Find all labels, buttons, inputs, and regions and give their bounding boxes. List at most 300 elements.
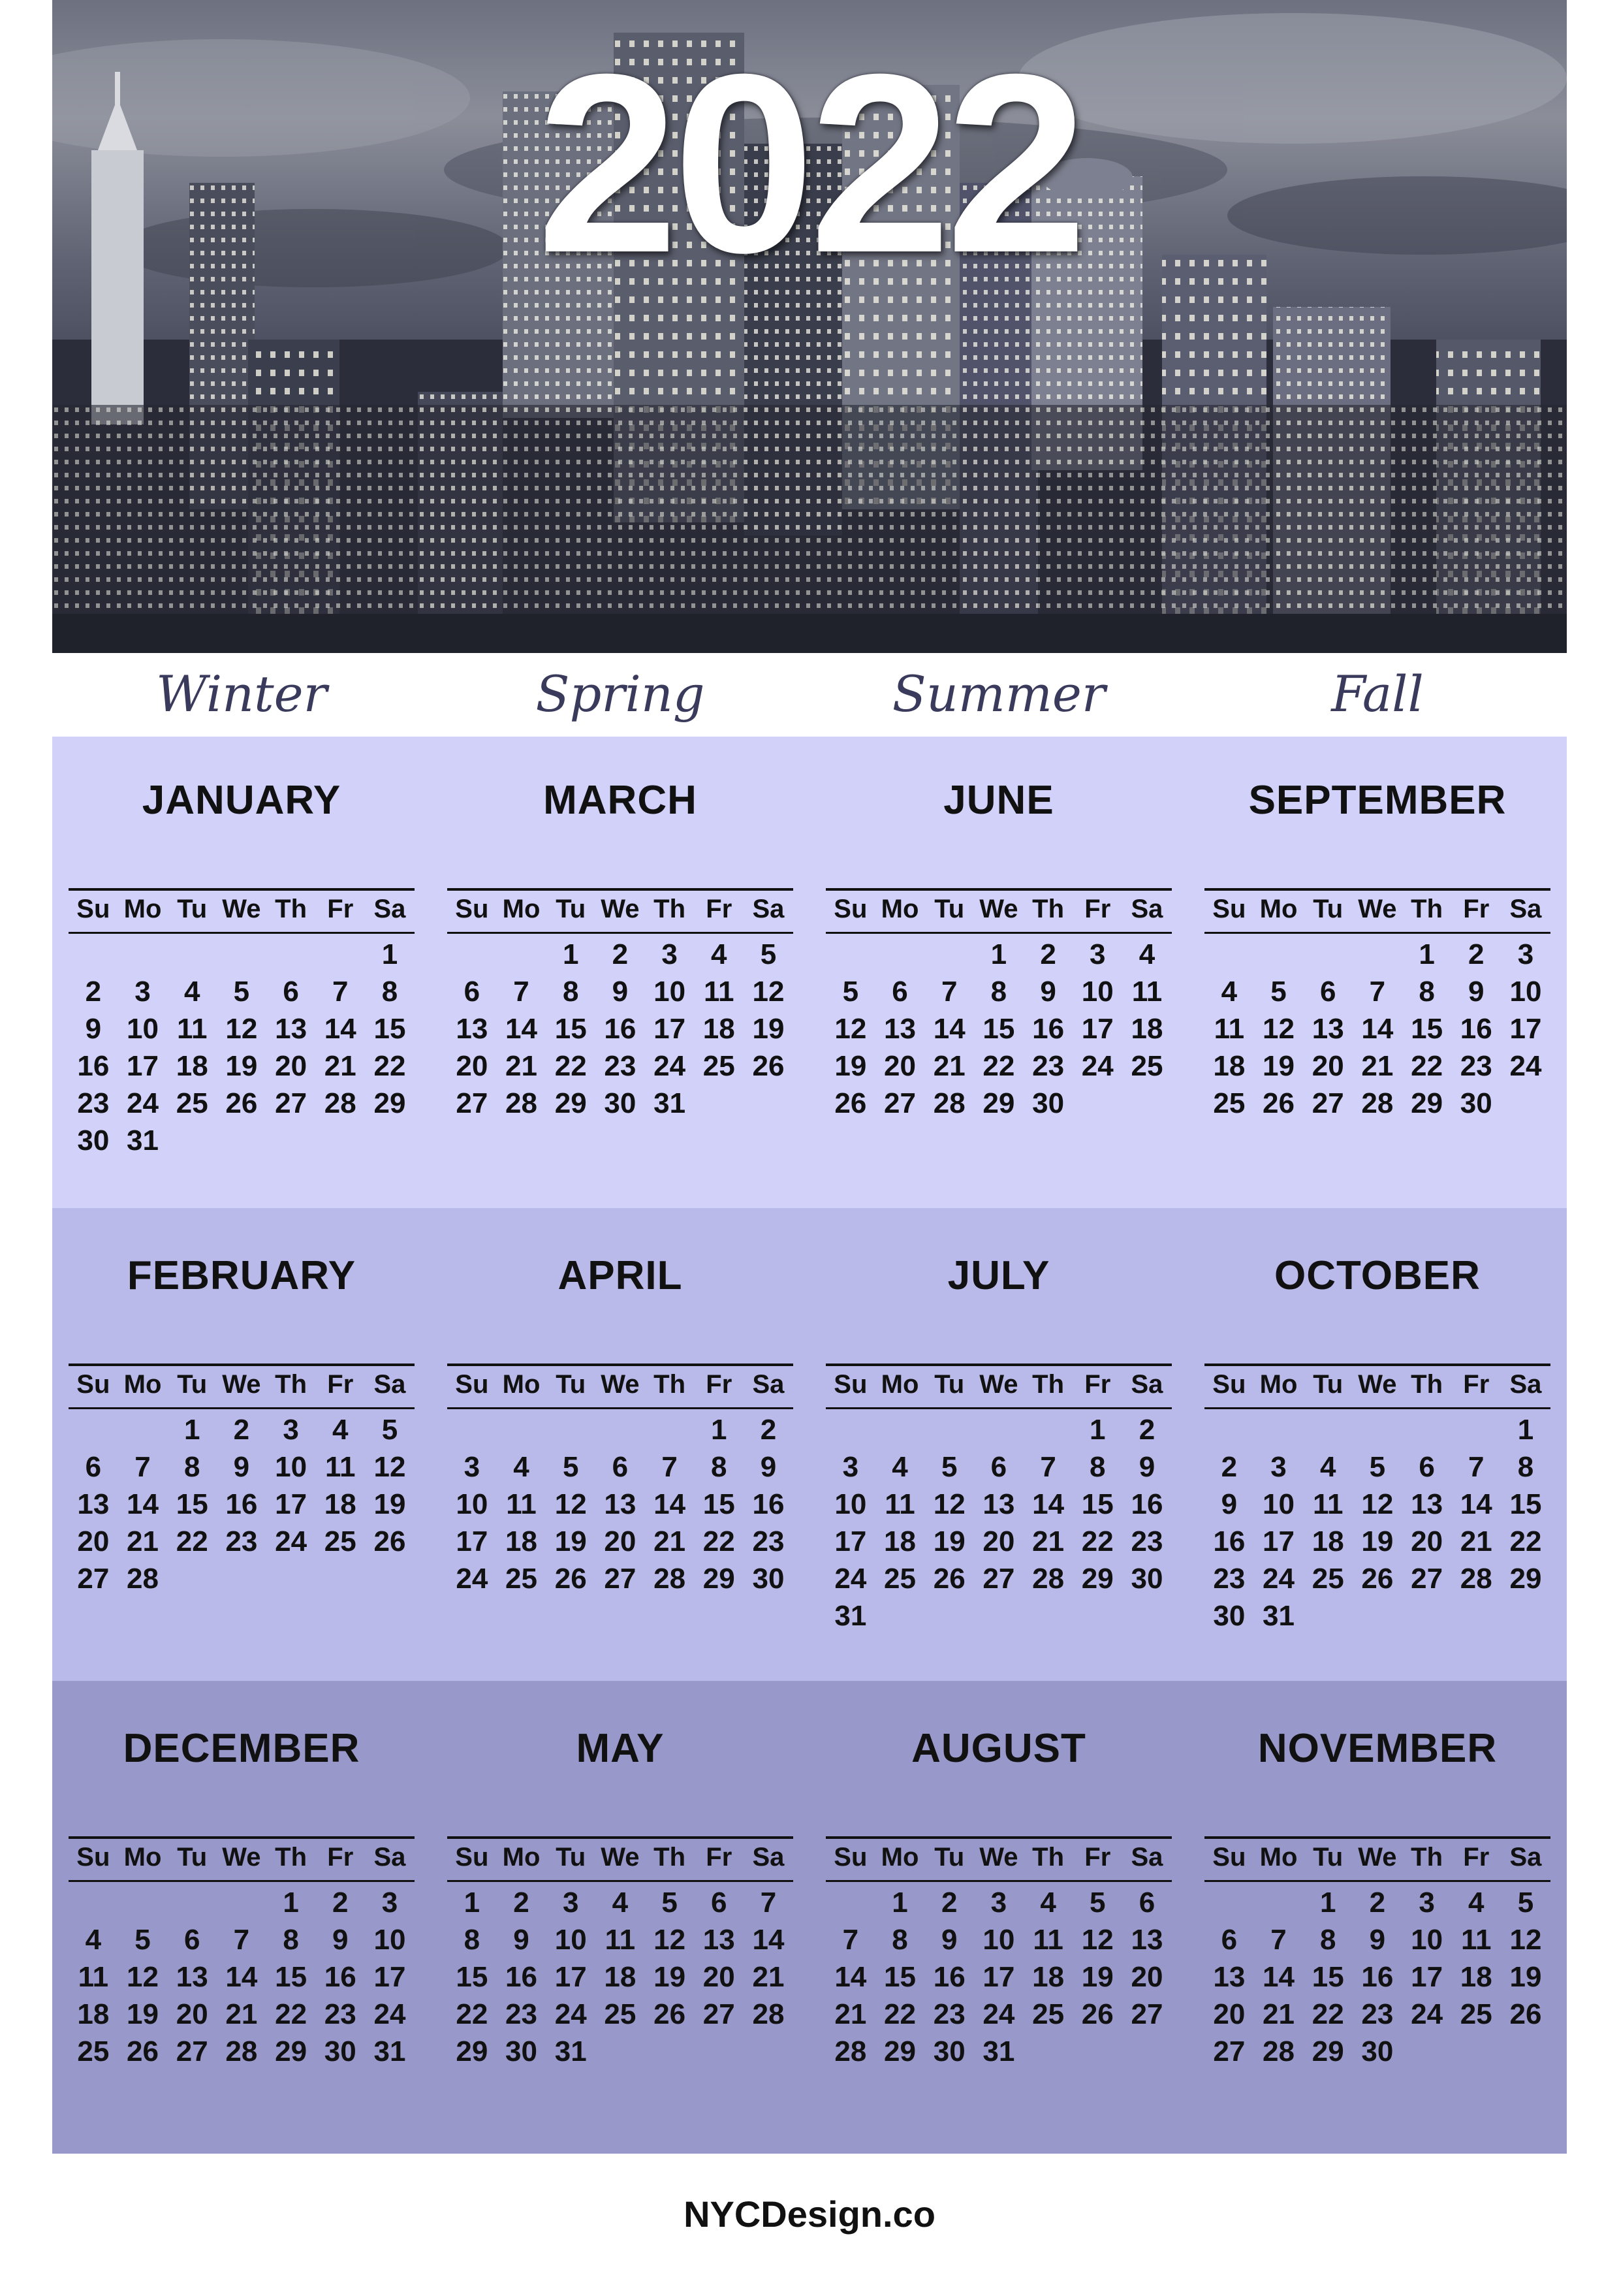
day-cell — [1254, 938, 1304, 971]
week-row — [447, 1488, 793, 1521]
day-cell: 16 — [752, 1488, 785, 1520]
day-cell: 28 — [834, 2035, 867, 2067]
day-cell: 11 — [1131, 976, 1163, 1008]
month-rule — [1204, 1363, 1550, 1366]
day-cell — [1122, 2035, 1172, 2068]
month-name: FEBRUARY — [127, 1253, 356, 1298]
day-cell: 20 — [604, 1525, 637, 1557]
day-cell — [1501, 2035, 1550, 2068]
day-cell: 21 — [1263, 1998, 1295, 2030]
day-cell: 8 — [1090, 1451, 1106, 1483]
day-cell: 11 — [506, 1488, 537, 1520]
day-cell: 27 — [456, 1087, 488, 1119]
day-cell: 18 — [1032, 1961, 1065, 1993]
day-cell: 5 — [233, 976, 250, 1008]
weekday-label: Su — [455, 1843, 489, 1872]
day-cell: 21 — [225, 1998, 258, 2030]
day-cell: 23 — [324, 1998, 356, 2030]
day-cell: 11 — [1033, 1924, 1063, 1956]
week-row — [69, 1998, 415, 2031]
day-cell: 4 — [612, 1887, 629, 1919]
day-cell — [875, 1414, 925, 1446]
day-cell: 14 — [127, 1488, 159, 1520]
day-cell — [266, 1124, 316, 1157]
day-cell — [497, 1414, 546, 1446]
day-cell — [546, 1414, 595, 1446]
day-cell: 3 — [1270, 1451, 1287, 1483]
day-cell: 25 — [77, 2035, 110, 2067]
day-cell: 4 — [332, 1414, 349, 1446]
day-cell: 8 — [711, 1451, 727, 1483]
day-cell: 18 — [1213, 1050, 1246, 1082]
day-cell: 17 — [1081, 1013, 1114, 1045]
weekday-label: Tu — [934, 1843, 965, 1872]
day-cell: 9 — [760, 1451, 777, 1483]
day-cell: 19 — [1263, 1050, 1295, 1082]
day-cell: 29 — [554, 1087, 587, 1119]
month-february — [69, 1252, 415, 1644]
day-cell — [1451, 1414, 1501, 1446]
day-cell: 22 — [1411, 1050, 1443, 1082]
day-cell — [217, 1887, 266, 1919]
week-row — [826, 1563, 1172, 1595]
day-cell: 4 — [183, 976, 200, 1008]
day-cell: 22 — [176, 1525, 208, 1557]
day-cell — [167, 938, 217, 971]
day-cell: 1 — [1319, 1887, 1336, 1919]
weekday-label: Fr — [327, 895, 354, 923]
week-row — [69, 1087, 415, 1120]
day-cell: 13 — [884, 1013, 916, 1045]
day-cell — [875, 1600, 925, 1633]
season-fall: Fall — [1331, 665, 1424, 723]
day-cell: 25 — [1312, 1563, 1344, 1595]
day-cell: 7 — [134, 1451, 151, 1483]
day-cell: 22 — [275, 1998, 307, 2030]
day-cell — [118, 1414, 168, 1446]
weekday-label: Su — [834, 895, 868, 923]
weekday-rule — [1204, 1880, 1550, 1882]
weekday-label: Mo — [123, 1843, 162, 1872]
weekday-rule — [447, 932, 793, 934]
weekday-label: Fr — [706, 1843, 732, 1872]
day-cell: 5 — [1517, 1887, 1534, 1919]
day-cell: 3 — [134, 976, 151, 1008]
week-row — [69, 1961, 415, 1994]
day-cell: 14 — [752, 1924, 785, 1956]
day-cell: 3 — [283, 1414, 299, 1446]
day-cell: 28 — [752, 1998, 785, 2030]
day-cell: 7 — [1040, 1451, 1056, 1483]
weekday-label: Tu — [556, 895, 586, 923]
weekday-label: Tu — [177, 1843, 208, 1872]
weekday-label: Th — [653, 1843, 686, 1872]
day-cell: 27 — [1131, 1998, 1163, 2030]
day-cell: 10 — [456, 1488, 488, 1520]
day-cell: 21 — [834, 1998, 867, 2030]
weekday-label: Su — [455, 1370, 489, 1399]
day-cell: 24 — [653, 1050, 686, 1082]
day-cell: 20 — [275, 1050, 307, 1082]
day-cell: 26 — [933, 1563, 966, 1595]
week-row — [69, 1414, 415, 1446]
day-cell: 9 — [1221, 1488, 1238, 1520]
day-cell: 28 — [1361, 1087, 1394, 1119]
day-cell: 18 — [77, 1998, 110, 2030]
day-cell: 22 — [1312, 1998, 1344, 2030]
week-row — [826, 1050, 1172, 1083]
day-cell: 2 — [760, 1414, 777, 1446]
day-cell: 9 — [233, 1451, 250, 1483]
day-cell: 10 — [1411, 1924, 1443, 1956]
day-cell: 12 — [834, 1013, 867, 1045]
day-cell: 2 — [1468, 938, 1485, 970]
day-cell: 21 — [752, 1961, 785, 1993]
day-cell: 19 — [225, 1050, 258, 1082]
weekday-label: Th — [275, 1843, 307, 1872]
month-may — [447, 1725, 793, 2117]
day-cell: 20 — [884, 1050, 916, 1082]
day-cell: 2 — [941, 1887, 958, 1919]
day-cell: 14 — [653, 1488, 686, 1520]
day-cell — [1451, 1600, 1501, 1633]
day-cell: 19 — [1081, 1961, 1114, 1993]
day-cell: 8 — [562, 976, 579, 1008]
day-cell — [1353, 1414, 1402, 1446]
day-cell: 30 — [324, 2035, 356, 2067]
day-cell: 4 — [85, 1924, 102, 1956]
week-row — [447, 1013, 793, 1045]
day-cell: 26 — [1361, 1563, 1394, 1595]
day-cell: 15 — [702, 1488, 735, 1520]
day-cell: 1 — [1090, 1414, 1106, 1446]
day-cell: 16 — [1032, 1013, 1065, 1045]
day-cell — [497, 938, 546, 971]
day-cell: 5 — [842, 976, 859, 1008]
day-cell: 18 — [176, 1050, 208, 1082]
day-cell: 17 — [456, 1525, 488, 1557]
day-cell: 22 — [884, 1998, 916, 2030]
day-cell: 9 — [513, 1924, 529, 1956]
day-cell: 8 — [1419, 976, 1435, 1008]
day-cell: 27 — [702, 1998, 735, 2030]
week-row — [69, 1525, 415, 1558]
day-cell: 3 — [1517, 938, 1534, 970]
day-cell — [69, 938, 118, 971]
day-cell: 7 — [1369, 976, 1386, 1008]
day-cell — [694, 1087, 744, 1120]
day-cell: 5 — [1369, 1451, 1386, 1483]
day-cell — [645, 2035, 695, 2068]
weekday-label: Su — [455, 895, 489, 923]
week-row — [826, 1887, 1172, 1919]
weekday-label: Sa — [752, 1370, 785, 1399]
day-cell: 16 — [505, 1961, 537, 1993]
week-row — [826, 1087, 1172, 1120]
day-cell: 29 — [275, 2035, 307, 2067]
weekday-label: Tu — [177, 895, 208, 923]
day-cell: 2 — [1139, 1414, 1155, 1446]
day-cell: 13 — [77, 1488, 110, 1520]
week-row — [1204, 1087, 1550, 1120]
day-cell: 15 — [456, 1961, 488, 1993]
day-cell: 9 — [941, 1924, 958, 1956]
day-cell — [1451, 2035, 1501, 2068]
day-cell: 18 — [505, 1525, 537, 1557]
day-cell: 20 — [1312, 1050, 1344, 1082]
week-row — [69, 976, 415, 1008]
day-cell: 11 — [885, 1488, 915, 1520]
day-cell: 25 — [1213, 1087, 1246, 1119]
day-cell: 1 — [283, 1887, 299, 1919]
day-cell: 16 — [1460, 1013, 1492, 1045]
week-row — [826, 2035, 1172, 2068]
day-cell: 17 — [1509, 1013, 1542, 1045]
day-cell: 28 — [225, 2035, 258, 2067]
day-cell — [826, 1887, 875, 1919]
day-cell: 18 — [884, 1525, 916, 1557]
day-cell: 18 — [324, 1488, 356, 1520]
day-cell: 31 — [373, 2035, 406, 2067]
day-cell: 22 — [554, 1050, 587, 1082]
weekday-header — [69, 895, 415, 924]
weekday-label: Th — [1032, 1370, 1065, 1399]
day-cell: 10 — [1263, 1488, 1295, 1520]
week-row — [69, 1013, 415, 1045]
day-cell — [217, 1563, 266, 1595]
day-cell: 26 — [225, 1087, 258, 1119]
day-cell: 13 — [1312, 1013, 1344, 1045]
week-row — [1204, 938, 1550, 971]
day-cell: 7 — [1468, 1451, 1485, 1483]
weekday-label: Th — [1411, 1843, 1443, 1872]
weekday-header — [447, 1843, 793, 1872]
day-cell: 30 — [505, 2035, 537, 2067]
week-row — [447, 1525, 793, 1558]
day-cell: 1 — [381, 938, 398, 970]
weekday-label: We — [601, 895, 640, 923]
day-cell: 22 — [702, 1525, 735, 1557]
day-cell: 24 — [834, 1563, 867, 1595]
day-cell: 25 — [1032, 1998, 1065, 2030]
month-name: OCTOBER — [1274, 1253, 1481, 1298]
weekday-label: Sa — [752, 895, 785, 923]
day-cell: 6 — [464, 976, 480, 1008]
day-cell: 28 — [933, 1087, 966, 1119]
weekday-label: Fr — [706, 895, 732, 923]
day-cell — [875, 938, 925, 971]
week-row — [1204, 1050, 1550, 1083]
day-cell: 2 — [1040, 938, 1056, 970]
day-cell: 4 — [1319, 1451, 1336, 1483]
day-cell — [1204, 1414, 1254, 1446]
weekday-label: Fr — [1463, 1370, 1490, 1399]
day-cell — [1353, 1600, 1402, 1633]
weekday-label: Th — [1411, 895, 1443, 923]
day-cell: 27 — [77, 1563, 110, 1595]
weekday-label: We — [222, 1370, 261, 1399]
day-cell: 13 — [982, 1488, 1015, 1520]
weekday-label: Su — [1212, 895, 1246, 923]
day-cell: 11 — [1312, 1488, 1344, 1520]
day-cell: 30 — [1213, 1600, 1246, 1632]
day-cell: 19 — [1509, 1961, 1542, 1993]
weekday-label: Mo — [123, 1370, 162, 1399]
month-december — [69, 1725, 415, 2117]
day-cell: 17 — [275, 1488, 307, 1520]
day-cell — [1122, 1087, 1172, 1120]
day-cell: 13 — [275, 1013, 307, 1045]
weekday-label: Fr — [1084, 1370, 1111, 1399]
day-cell: 5 — [134, 1924, 151, 1956]
day-cell — [167, 1887, 217, 1919]
day-cell — [217, 1124, 266, 1157]
day-cell: 18 — [702, 1013, 735, 1045]
day-cell: 7 — [233, 1924, 250, 1956]
day-cell: 13 — [176, 1961, 208, 1993]
day-cell — [1073, 2035, 1122, 2068]
month-october — [1204, 1252, 1550, 1644]
day-cell: 18 — [604, 1961, 637, 1993]
week-row — [69, 1050, 415, 1083]
day-cell: 31 — [127, 1124, 159, 1156]
day-cell: 24 — [1411, 1998, 1443, 2030]
weekday-label: Mo — [502, 895, 541, 923]
day-cell: 27 — [982, 1563, 1015, 1595]
month-rule — [447, 1836, 793, 1839]
weekday-header — [69, 1370, 415, 1399]
weekday-rule — [1204, 1407, 1550, 1409]
week-row — [1204, 1563, 1550, 1595]
day-cell: 22 — [456, 1998, 488, 2030]
day-cell: 18 — [1312, 1525, 1344, 1557]
day-cell: 17 — [982, 1961, 1015, 1993]
week-row — [447, 1451, 793, 1484]
day-cell: 11 — [176, 1013, 208, 1045]
weekday-label: Sa — [373, 1843, 406, 1872]
season-summer: Summer — [892, 665, 1106, 723]
weekday-label: Tu — [556, 1370, 586, 1399]
week-row — [826, 1525, 1172, 1558]
day-cell — [1353, 938, 1402, 971]
day-cell — [118, 938, 168, 971]
day-cell: 14 — [1032, 1488, 1065, 1520]
day-cell: 21 — [324, 1050, 356, 1082]
weekday-header — [447, 1370, 793, 1399]
day-cell: 26 — [373, 1525, 406, 1557]
day-cell: 6 — [1319, 976, 1336, 1008]
day-cell: 25 — [176, 1087, 208, 1119]
day-cell: 14 — [324, 1013, 356, 1045]
month-name: AUGUST — [911, 1726, 1086, 1771]
day-cell: 28 — [1460, 1563, 1492, 1595]
day-cell: 7 — [332, 976, 349, 1008]
month-rule — [69, 1836, 415, 1839]
month-november — [1204, 1725, 1550, 2117]
day-cell: 30 — [77, 1124, 110, 1156]
day-cell: 23 — [505, 1998, 537, 2030]
weekday-label: We — [222, 1843, 261, 1872]
day-cell: 12 — [225, 1013, 258, 1045]
day-cell: 17 — [127, 1050, 159, 1082]
day-cell — [645, 1414, 695, 1446]
day-cell — [1501, 1600, 1550, 1633]
weekday-label: Sa — [1131, 895, 1163, 923]
day-cell: 22 — [1081, 1525, 1114, 1557]
weekday-label: Mo — [502, 1370, 541, 1399]
day-cell: 29 — [1081, 1563, 1114, 1595]
weekday-label: Sa — [1509, 1843, 1542, 1872]
day-cell — [826, 938, 875, 971]
day-cell — [266, 938, 316, 971]
day-cell: 29 — [702, 1563, 735, 1595]
day-cell: 10 — [1081, 976, 1114, 1008]
day-cell: 26 — [1263, 1087, 1295, 1119]
day-cell: 9 — [1369, 1924, 1386, 1956]
day-cell: 1 — [464, 1887, 480, 1919]
day-cell: 6 — [892, 976, 908, 1008]
city-skyline-photo — [52, 0, 1567, 653]
day-cell: 9 — [85, 1013, 102, 1045]
day-cell — [1501, 1087, 1550, 1120]
day-cell: 2 — [332, 1887, 349, 1919]
weekday-label: Mo — [881, 1370, 919, 1399]
day-cell: 11 — [325, 1451, 356, 1483]
day-cell: 5 — [941, 1451, 958, 1483]
calendar-row-1 — [52, 737, 1567, 1208]
day-cell: 4 — [1139, 938, 1155, 970]
weekday-label: Fr — [327, 1370, 354, 1399]
day-cell: 5 — [760, 938, 777, 970]
year-title: 2022 — [537, 21, 1082, 306]
day-cell: 10 — [554, 1924, 587, 1956]
day-cell: 10 — [653, 976, 686, 1008]
day-cell: 4 — [1468, 1887, 1485, 1919]
day-cell: 30 — [1131, 1563, 1163, 1595]
day-cell — [1024, 2035, 1073, 2068]
weekday-label: Tu — [1313, 1843, 1344, 1872]
weekday-label: Th — [1032, 1843, 1065, 1872]
day-cell — [595, 2035, 645, 2068]
day-cell: 9 — [1040, 976, 1056, 1008]
week-row — [69, 1563, 415, 1595]
day-cell: 23 — [1460, 1050, 1492, 1082]
day-cell: 21 — [1460, 1525, 1492, 1557]
weekday-label: Sa — [373, 1370, 406, 1399]
month-rule — [69, 1363, 415, 1366]
day-cell: 10 — [373, 1924, 406, 1956]
day-cell: 25 — [1460, 1998, 1492, 2030]
weekday-label: Tu — [934, 895, 965, 923]
weekday-label: Su — [1212, 1370, 1246, 1399]
day-cell: 20 — [176, 1998, 208, 2030]
day-cell: 24 — [127, 1087, 159, 1119]
day-cell: 5 — [1270, 976, 1287, 1008]
day-cell: 1 — [892, 1887, 908, 1919]
day-cell: 26 — [653, 1998, 686, 2030]
weekday-header — [1204, 1843, 1550, 1872]
day-cell — [315, 1124, 365, 1157]
day-cell: 29 — [1312, 2035, 1344, 2067]
day-cell: 15 — [275, 1961, 307, 1993]
month-name: NOVEMBER — [1257, 1726, 1498, 1771]
day-cell: 14 — [1460, 1488, 1492, 1520]
day-cell: 8 — [381, 976, 398, 1008]
weekday-label: We — [1358, 1370, 1397, 1399]
day-cell — [266, 1563, 316, 1595]
day-cell: 12 — [554, 1488, 587, 1520]
day-cell: 13 — [1213, 1961, 1246, 1993]
